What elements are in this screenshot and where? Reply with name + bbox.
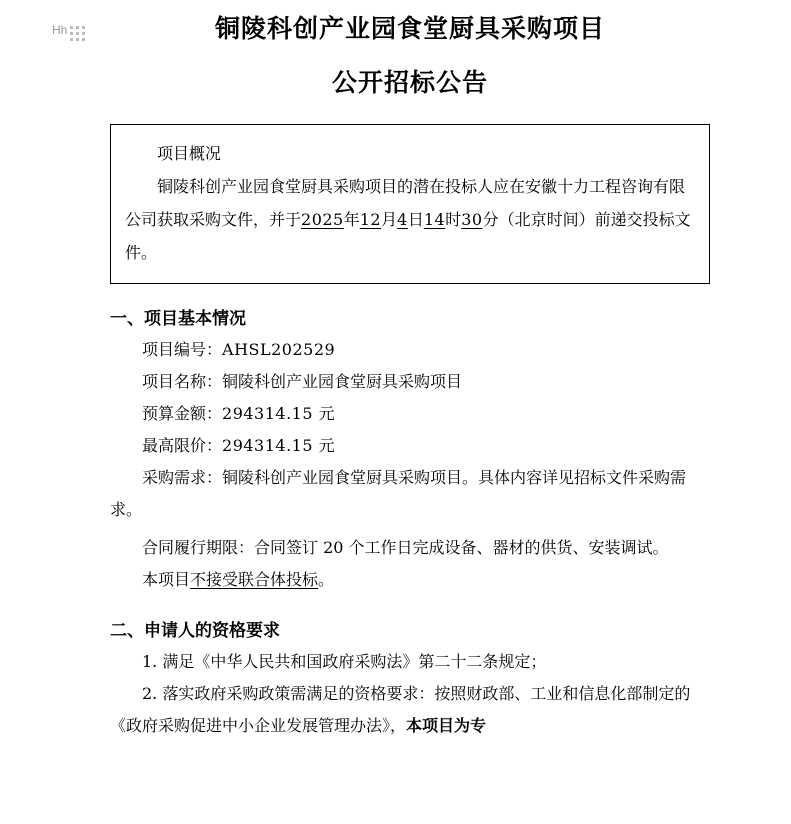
field-project-name-value: 铜陵科创产业园食堂厨具采购项目 <box>222 372 463 391</box>
overview-line2: 工程咨询有限公司获取采购文件，并于 <box>125 177 686 229</box>
field-project-number <box>110 334 710 366</box>
grid-dots-icon <box>70 26 85 41</box>
field-consortium <box>110 564 710 596</box>
overview-line3: （北京时间）前递交投标文件。 <box>125 210 691 262</box>
bid-month: 12 <box>359 210 382 229</box>
bid-hour: 14 <box>423 210 446 229</box>
section-heading-1: 一、项目基本情况 <box>110 309 246 329</box>
page-title: 铜陵科创产业园食堂厨具采购项目 <box>214 14 605 43</box>
field-max-price-value: 294314.15 元 <box>222 436 336 455</box>
field-contract-period <box>110 532 710 564</box>
field-project-name <box>110 366 710 398</box>
bid-year-unit: 年 <box>343 210 360 229</box>
bid-month-unit: 月 <box>381 210 398 229</box>
field-requirements <box>110 462 710 526</box>
bid-minute-unit: 分 <box>482 210 499 229</box>
field-contract-period-label: 合同履行期限： <box>142 538 255 557</box>
field-budget <box>110 398 710 430</box>
bid-hour-unit: 时 <box>445 210 462 229</box>
page-subtitle: 公开招标公告 <box>331 68 488 97</box>
field-max-price-label: 最高限价： <box>142 436 223 455</box>
qualification-requirement-2-text: 2. 落实政府采购政策需满足的资格要求：按照财政部、工业和信息化部制定的《政府采购促进中小企业发展管理办法》， <box>110 684 691 735</box>
qualification-requirement-1: 1. 满足《中华人民共和国政府采购法》第二十二条规定； <box>142 652 547 671</box>
qualification-requirement-2 <box>110 678 710 742</box>
field-requirements-label: 采购需求： <box>142 468 223 487</box>
page-gutter-mark <box>52 24 96 46</box>
field-consortium-suffix: 。 <box>318 570 335 589</box>
bid-day: 4 <box>397 210 408 229</box>
field-budget-label: 预算金额： <box>142 404 223 423</box>
field-consortium-prefix: 本项目 <box>142 570 191 589</box>
field-project-number-label: 项目编号： <box>142 340 223 359</box>
overview-line1: 铜陵科创产业园食堂厨具采购项目的潜在投标人应在安徽十力 <box>157 177 590 196</box>
overview-heading: 项目概况 <box>157 144 222 163</box>
field-project-number-value: AHSL202529 <box>222 340 336 359</box>
project-overview-box <box>110 124 710 284</box>
gutter-label: Hh <box>52 23 68 37</box>
field-budget-value: 294314.15 元 <box>222 404 336 423</box>
overview-paragraph <box>125 170 695 269</box>
field-requirements-value: 铜陵科创产业园食堂厨具采购项目。具体内容详见招标文件采购需求。 <box>110 468 687 519</box>
qualification-requirement-2-emphasis: 本项目为专 <box>406 716 487 735</box>
bid-day-unit: 日 <box>407 210 424 229</box>
field-project-name-label: 项目名称： <box>142 372 223 391</box>
document-body <box>110 0 710 742</box>
field-max-price <box>110 430 710 462</box>
bid-minute: 30 <box>461 210 483 229</box>
bid-year: 2025 <box>301 210 344 229</box>
field-contract-period-value: 合同签订 20 个工作日完成设备、器材的供货、安装调试。 <box>254 538 669 557</box>
section-heading-2: 二、申请人的资格要求 <box>110 621 280 641</box>
field-consortium-underline: 不接受联合体投标 <box>190 570 319 589</box>
